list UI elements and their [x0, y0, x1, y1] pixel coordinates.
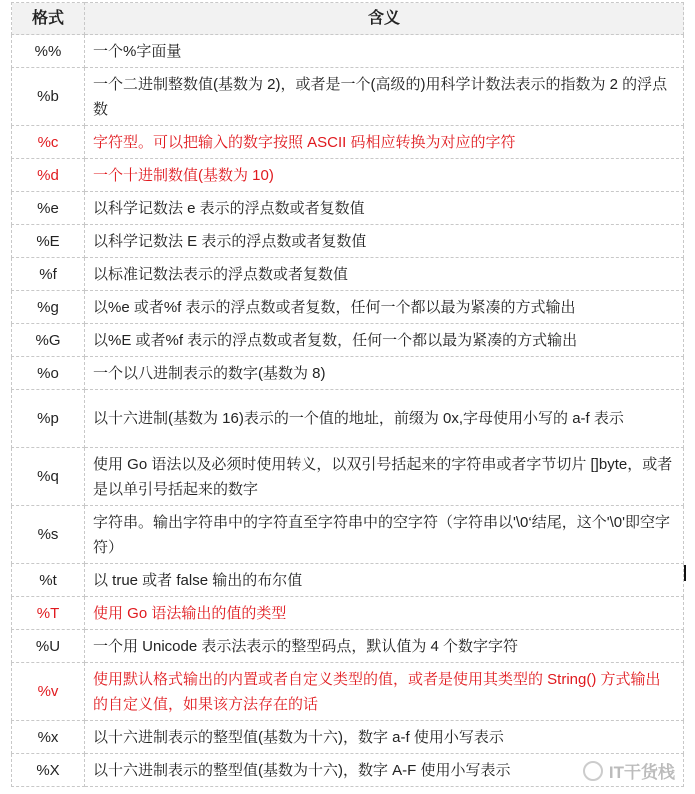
meaning-cell: 一个用 Unicode 表示法表示的整型码点，默认值为 4 个数字字符 — [85, 630, 684, 663]
table-row — [12, 291, 684, 324]
meaning-cell: 以 true 或者 false 输出的布尔值 — [85, 564, 684, 597]
table-row — [12, 159, 684, 192]
format-cell: %E — [12, 225, 85, 258]
meaning-cell: 以标准记数法表示的浮点数或者复数值 — [85, 258, 684, 291]
format-cell: %t — [12, 564, 85, 597]
format-cell: %v — [12, 663, 85, 721]
meaning-cell: 以十六进制表示的整型值(基数为十六)，数字 A-F 使用小写表示 — [85, 754, 684, 787]
table-row — [12, 390, 684, 448]
format-cell: %% — [12, 35, 85, 68]
meaning-cell: 以科学记数法 E 表示的浮点数或者复数值 — [85, 225, 684, 258]
format-cell: %U — [12, 630, 85, 663]
meaning-cell: 使用 Go 语法以及必须时使用转义，以双引号括起来的字符串或者字节切片 []byte，或者是以单引号括起来的数字 — [85, 448, 684, 506]
meaning-cell: 一个二进制整数值(基数为 2)，或者是一个(高级的)用科学计数法表示的指数为 2 的浮点数 — [85, 68, 684, 126]
table-row — [12, 68, 684, 126]
meaning-cell: 以%e 或者%f 表示的浮点数或者复数，任何一个都以最为紧凑的方式输出 — [85, 291, 684, 324]
format-cell: %b — [12, 68, 85, 126]
table-row — [12, 448, 684, 506]
format-cell: %c — [12, 126, 85, 159]
format-cell: %T — [12, 597, 85, 630]
meaning-cell: 字符串。输出字符串中的字符直至字符串中的空字符（字符串以'\0‘结尾，这个'\0'即空字符） — [85, 506, 684, 564]
meaning-cell: 以十六进制(基数为 16)表示的一个值的地址，前缀为 0x,字母使用小写的 a-f 表示 — [85, 390, 684, 448]
table-row — [12, 258, 684, 291]
table-row — [12, 663, 684, 721]
format-cell: %X — [12, 754, 85, 787]
table-row — [12, 35, 684, 68]
format-cell: %o — [12, 357, 85, 390]
meaning-cell: 以十六进制表示的整型值(基数为十六)，数字 a-f 使用小写表示 — [85, 721, 684, 754]
wechat-icon — [583, 761, 603, 781]
meaning-cell: 一个%字面量 — [85, 35, 684, 68]
header-format: 格式 — [12, 3, 85, 35]
format-cell: %s — [12, 506, 85, 564]
format-verbs-table — [11, 2, 684, 787]
format-cell: %f — [12, 258, 85, 291]
table-row — [12, 564, 684, 597]
meaning-cell: 一个以八进制表示的数字(基数为 8) — [85, 357, 684, 390]
header-row — [12, 3, 684, 35]
table-row — [12, 630, 684, 663]
header-meaning: 含义 — [85, 3, 684, 35]
table-row — [12, 506, 684, 564]
meaning-cell: 以%E 或者%f 表示的浮点数或者复数，任何一个都以最为紧凑的方式输出 — [85, 324, 684, 357]
format-cell: %e — [12, 192, 85, 225]
format-cell: %q — [12, 448, 85, 506]
format-cell: %d — [12, 159, 85, 192]
meaning-cell: 使用 Go 语法输出的值的类型 — [85, 597, 684, 630]
format-cell: %g — [12, 291, 85, 324]
table-row — [12, 597, 684, 630]
table-row — [12, 126, 684, 159]
watermark — [583, 758, 675, 783]
text-cursor — [684, 565, 686, 581]
table-row — [12, 721, 684, 754]
watermark-text: IT干货栈 — [608, 763, 675, 782]
table-row — [12, 225, 684, 258]
table-row — [12, 192, 684, 225]
meaning-cell: 字符型。可以把输入的数字按照 ASCII 码相应转换为对应的字符 — [85, 126, 684, 159]
table-row — [12, 324, 684, 357]
format-cell: %G — [12, 324, 85, 357]
table-row — [12, 357, 684, 390]
format-cell: %p — [12, 390, 85, 448]
meaning-cell: 使用默认格式输出的内置或者自定义类型的值，或者是使用其类型的 String() 方式输出的自定义值，如果该方法存在的话 — [85, 663, 684, 721]
meaning-cell: 以科学记数法 e 表示的浮点数或者复数值 — [85, 192, 684, 225]
format-cell: %x — [12, 721, 85, 754]
meaning-cell: 一个十进制数值(基数为 10) — [85, 159, 684, 192]
